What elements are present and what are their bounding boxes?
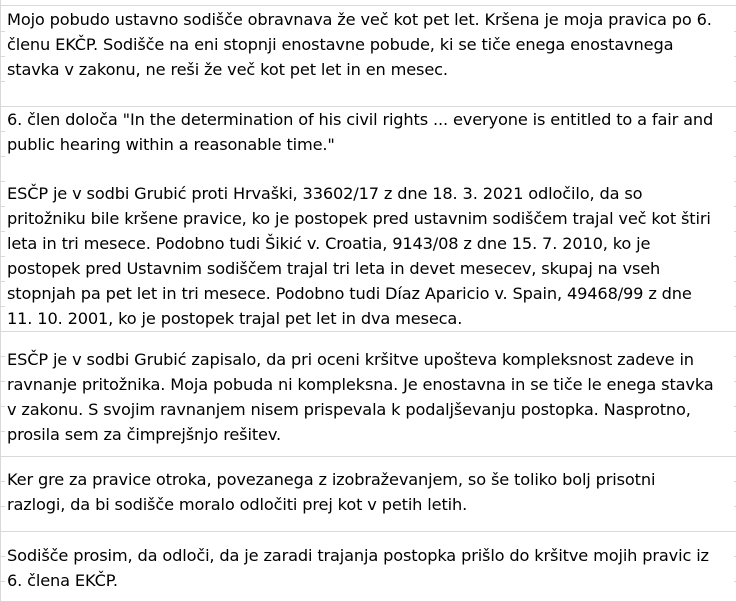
paragraph-5[interactable] bbox=[5, 467, 734, 517]
paragraph-1-line-2: členu EKČP. Sodišče na eni stopnji enostavne pobude, ki se tiče enega enostavnega bbox=[7, 35, 674, 54]
paragraph-3-line-3: leta in tri mesece. Podobno tudi Šikić v. Croatia, 9143/08 z dne 15. 7. 2010, ko je bbox=[7, 234, 651, 253]
paragraph-2[interactable] bbox=[5, 107, 734, 157]
paragraph-1[interactable] bbox=[5, 7, 734, 82]
paragraph-3-line-2: pritožniku bile kršene pravice, ko je postopek pred ustavnim sodiščem trajal več kot štiri bbox=[7, 209, 711, 228]
paragraph-3-line-1: ESČP je v sodbi Grubić proti Hrvaški, 33602/17 z dne 18. 3. 2021 odločilo, da so bbox=[7, 184, 643, 203]
paragraph-4-line-2: ravnanje pritožnika. Moja pobuda ni kompleksna. Je enostavna in se tiče le enega stavka bbox=[7, 375, 714, 394]
column-border bbox=[0, 0, 1, 601]
paragraph-3[interactable] bbox=[5, 181, 734, 331]
paragraph-3-line-4: postopek pred Ustavnim sodiščem trajal tri leta in devet mesecev, skupaj na vseh bbox=[7, 259, 661, 278]
paragraph-4[interactable] bbox=[5, 347, 734, 447]
paragraph-4-line-1: ESČP je v sodbi Grubić zapisalo, da pri oceni kršitve upošteva kompleksnost zadeve in bbox=[7, 350, 694, 369]
paragraph-4-line-4: prosila sem za čimprejšnjo rešitev. bbox=[7, 425, 281, 444]
paragraph-3-line-6: 11. 10. 2001, ko je postopek trajal pet let in dva meseca. bbox=[7, 309, 463, 328]
paragraph-4-line-3: v zakonu. S svojim ravnanjem nisem prispevala k podaljševanju postopka. Nasprotno, bbox=[7, 400, 691, 419]
paragraph-3-line-5: stopnjah pa pet let in tri mesece. Podobno tudi Díaz Aparicio v. Spain, 49468/99 z dne bbox=[7, 284, 692, 303]
paragraph-2-line-1: 6. člen določa "In the determination of his civil rights ... everyone is entitled to a fair and bbox=[7, 110, 714, 129]
paragraph-6-line-2: 6. člena EKČP. bbox=[7, 571, 118, 590]
paragraph-5-line-2: razlogi, da bi sodišče moralo odločiti prej kot v petih letih. bbox=[7, 495, 468, 514]
paragraph-6[interactable] bbox=[5, 543, 734, 593]
paragraph-6-line-1: Sodišče prosim, da odloči, da je zaradi trajanja postopka prišlo do kršitve mojih pravic iz bbox=[7, 546, 709, 565]
paragraph-1-line-3: stavka v zakonu, ne reši že več kot pet let in en mesec. bbox=[7, 60, 448, 79]
paragraph-1-line-1: Mojo pobudo ustavno sodišče obravnava že več kot pet let. Kršena je moja pravica po 6. bbox=[7, 10, 712, 29]
paragraph-2-line-2: public hearing within a reasonable time." bbox=[7, 135, 335, 154]
paragraph-5-line-1: Ker gre za pravice otroka, povezanega z izobraževanjem, so še toliko bolj prisotni bbox=[7, 470, 656, 489]
